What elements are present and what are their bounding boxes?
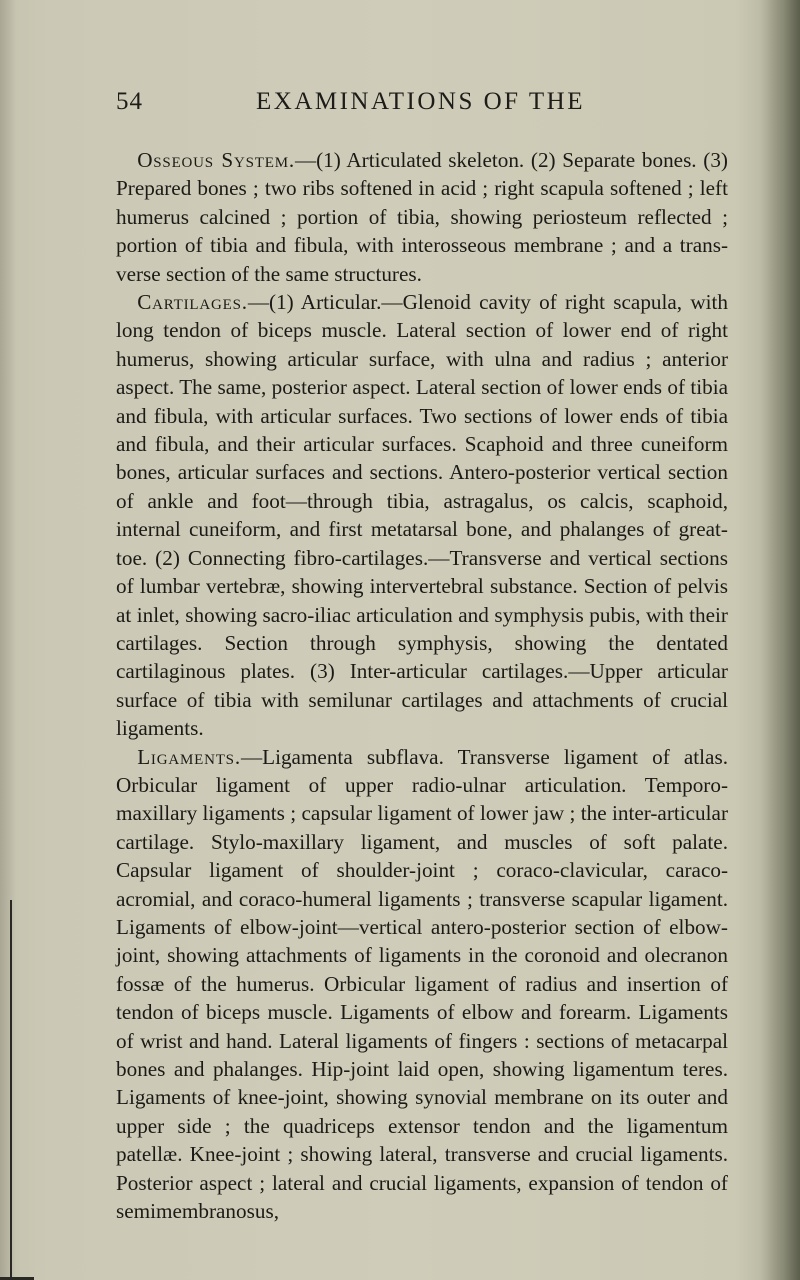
section-heading: Ligaments. — [137, 744, 241, 769]
body-text — [116, 146, 728, 1225]
paragraph-ligaments — [116, 743, 728, 1226]
section-text: —(1) Articulated skeleton. (2) Separate bones. (3) Prepared bones ; two ribs softened in acid ; right scapula softened ; left humerus calcined ; portion of tibia, showing periosteum reflected ; portion of tibia and fibula, with interosseous membrane ; and a transverse section of the same structures. — [116, 148, 728, 286]
left-page-shadow — [0, 0, 16, 1280]
section-text: —(1) Articular.—Glenoid cavity of right scapula, with long tendon of biceps muscle. Lateral section of lower end of right humerus, showing articular surface, with ulna and radius ; anterior aspect. The same, posterior aspect. Lateral section of lower ends of tibia and fibula, with articular surfaces. Two sections of lower ends of tibia and fibula, and their articular surfaces. Scaphoid and three cuneiform bones, articular surfaces and sections. Antero-posterior vertical section of ankle and foot—through tibia, astragalus, os calcis, scaphoid, internal cuneiform, and first metatarsal bone, and phalanges of great-toe. (2) Connecting fibro-cartilages.—Transverse and vertical sections of lumbar vertebræ, showing intervertebral substance. Section of pelvis at inlet, showing sacro-iliac articulation and symphysis pubis, with their cartilages. Section through symphysis, showing the dentated cartilaginous plates. (3) Inter-articular cartilages.—Upper articular surface of tibia with semilunar cartilages and attachments of crucial ligaments. — [116, 290, 728, 741]
left-margin-rule — [10, 900, 12, 1280]
page-number: 54 — [116, 88, 143, 115]
right-binding-shadow — [760, 0, 800, 1280]
page-header — [116, 88, 726, 122]
section-text: —Ligamenta subflava. Transverse ligament of atlas. Orbicular ligament of upper radio-ulnar articulation. Temporo-maxillary ligaments ; capsular ligament of lower jaw ; the inter-articular cartilage. Stylo-maxillary ligament, and muscles of soft palate. Capsular ligament of shoulder-joint ; coraco-clavicular, caraco-acromial, and coraco-humeral ligaments ; transverse scapular ligament. Ligaments of elbow-joint—vertical antero-posterior section of elbow-joint, showing attachments of ligaments in the coronoid and olecranon fossæ of the humerus. Orbicular ligament of radius and insertion of tendon of biceps muscle. Ligaments of elbow and forearm. Ligaments of wrist and hand. Lateral ligaments of fingers : sections of metacarpal bones and phalanges. Hip-joint laid open, showing ligamentum teres. Ligaments of knee-joint, showing synovial membrane on its outer and upper side ; the quadriceps extensor tendon and the ligamentum patellæ. Knee-joint ; showing lateral, transverse and crucial ligaments. Posterior aspect ; lateral and crucial ligaments, expansion of tendon of semimembranosus, — [116, 744, 728, 1224]
paragraph-osseous-system — [116, 146, 728, 288]
running-head: EXAMINATIONS OF THE — [256, 88, 585, 115]
section-heading: Cartilages. — [137, 290, 248, 315]
section-heading: Osseous System. — [137, 148, 295, 172]
paragraph-cartilages — [116, 288, 728, 743]
